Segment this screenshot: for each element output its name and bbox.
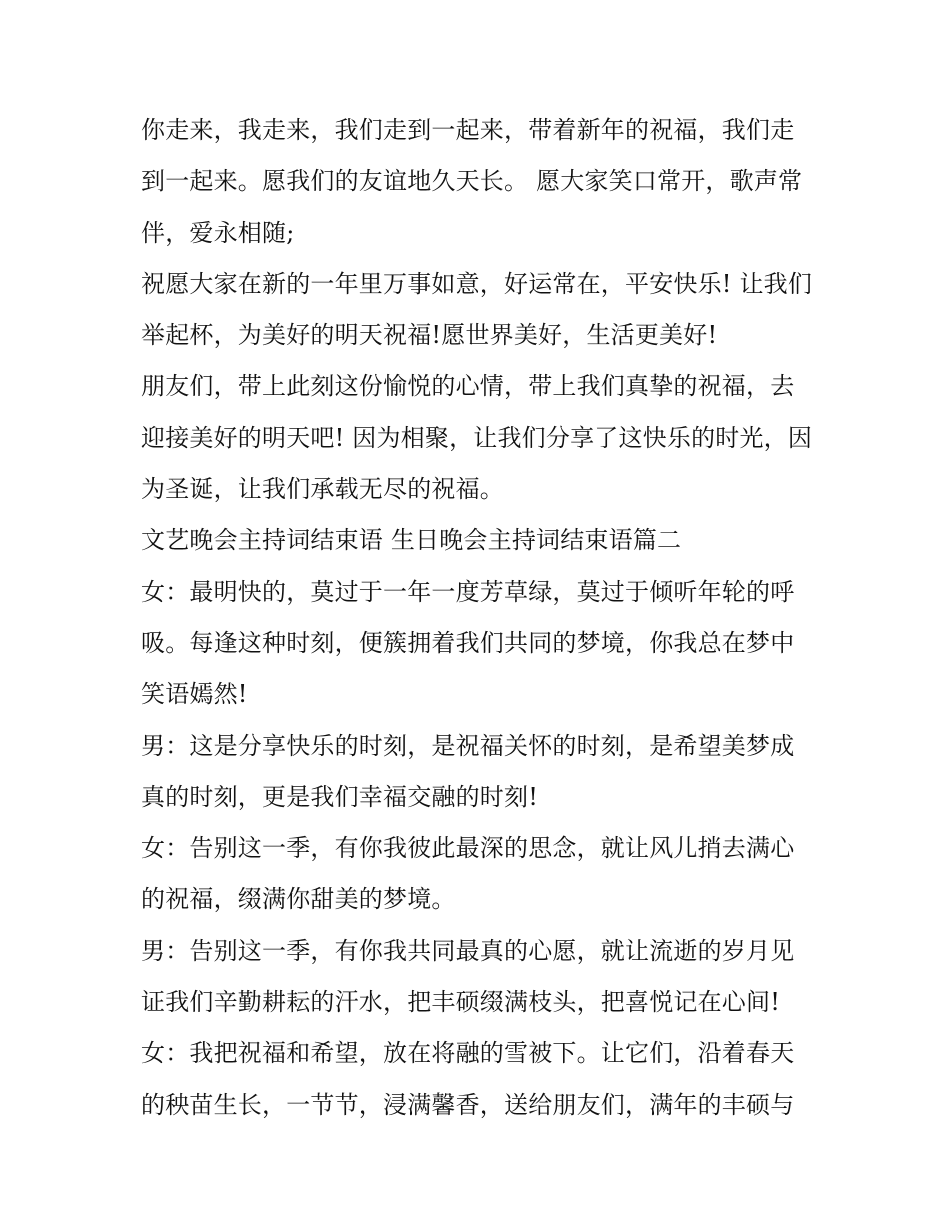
paragraph-friends: 朋友们，带上此刻这份愉悦的心情，带上我们真挚的祝福，去迎接美好的明天吧! 因为相聚，让我们分享了这快乐的时光，因为圣诞，让我们承载无尽的祝福。 bbox=[141, 372, 813, 504]
paragraph-male-2: 男：告别这一季，有你我共同最真的心愿，就让流逝的岁月见证我们辛勤耕耘的汗水，把丰硕缀满枝头，把喜悦记在心间! bbox=[141, 936, 795, 1017]
paragraph-toast: 祝愿大家在新的一年里万事如意，好运常在，平安快乐! 让我们举起杯，为美好的明天祝福!愿世界美好，生活更美好! bbox=[141, 269, 813, 350]
section-heading: 文艺晚会主持词结束语 生日晚会主持词结束语篇二 bbox=[141, 526, 682, 555]
paragraph-greeting: 你走来，我走来，我们走到一起来，带着新年的祝福，我们走到一起来。愿我们的友谊地久天长。 愿大家笑口常开，歌声常伴，爱永相随; bbox=[141, 116, 803, 247]
paragraph-male-1: 男：这是分享快乐的时刻，是祝福关怀的时刻，是希望美梦成真的时刻，更是我们幸福交融的时刻! bbox=[141, 731, 795, 811]
paragraph-female-3: 女：我把祝福和希望，放在将融的雪被下。让它们，沿着春天的秧苗生长，一节节，浸满馨香，送给朋友们，满年的丰硕与 bbox=[141, 1039, 795, 1119]
paragraph-female-2: 女：告别这一季，有你我彼此最深的思念，就让风儿捎去满心的祝福，缀满你甜美的梦境。 bbox=[141, 834, 795, 914]
paragraph-female-1: 女：最明快的，莫过于一年一度芳草绿，莫过于倾听年轮的呼吸。每逢这种时刻，便簇拥着我们共同的梦境，你我总在梦中笑语嫣然! bbox=[141, 577, 795, 709]
document-body bbox=[141, 105, 816, 1131]
